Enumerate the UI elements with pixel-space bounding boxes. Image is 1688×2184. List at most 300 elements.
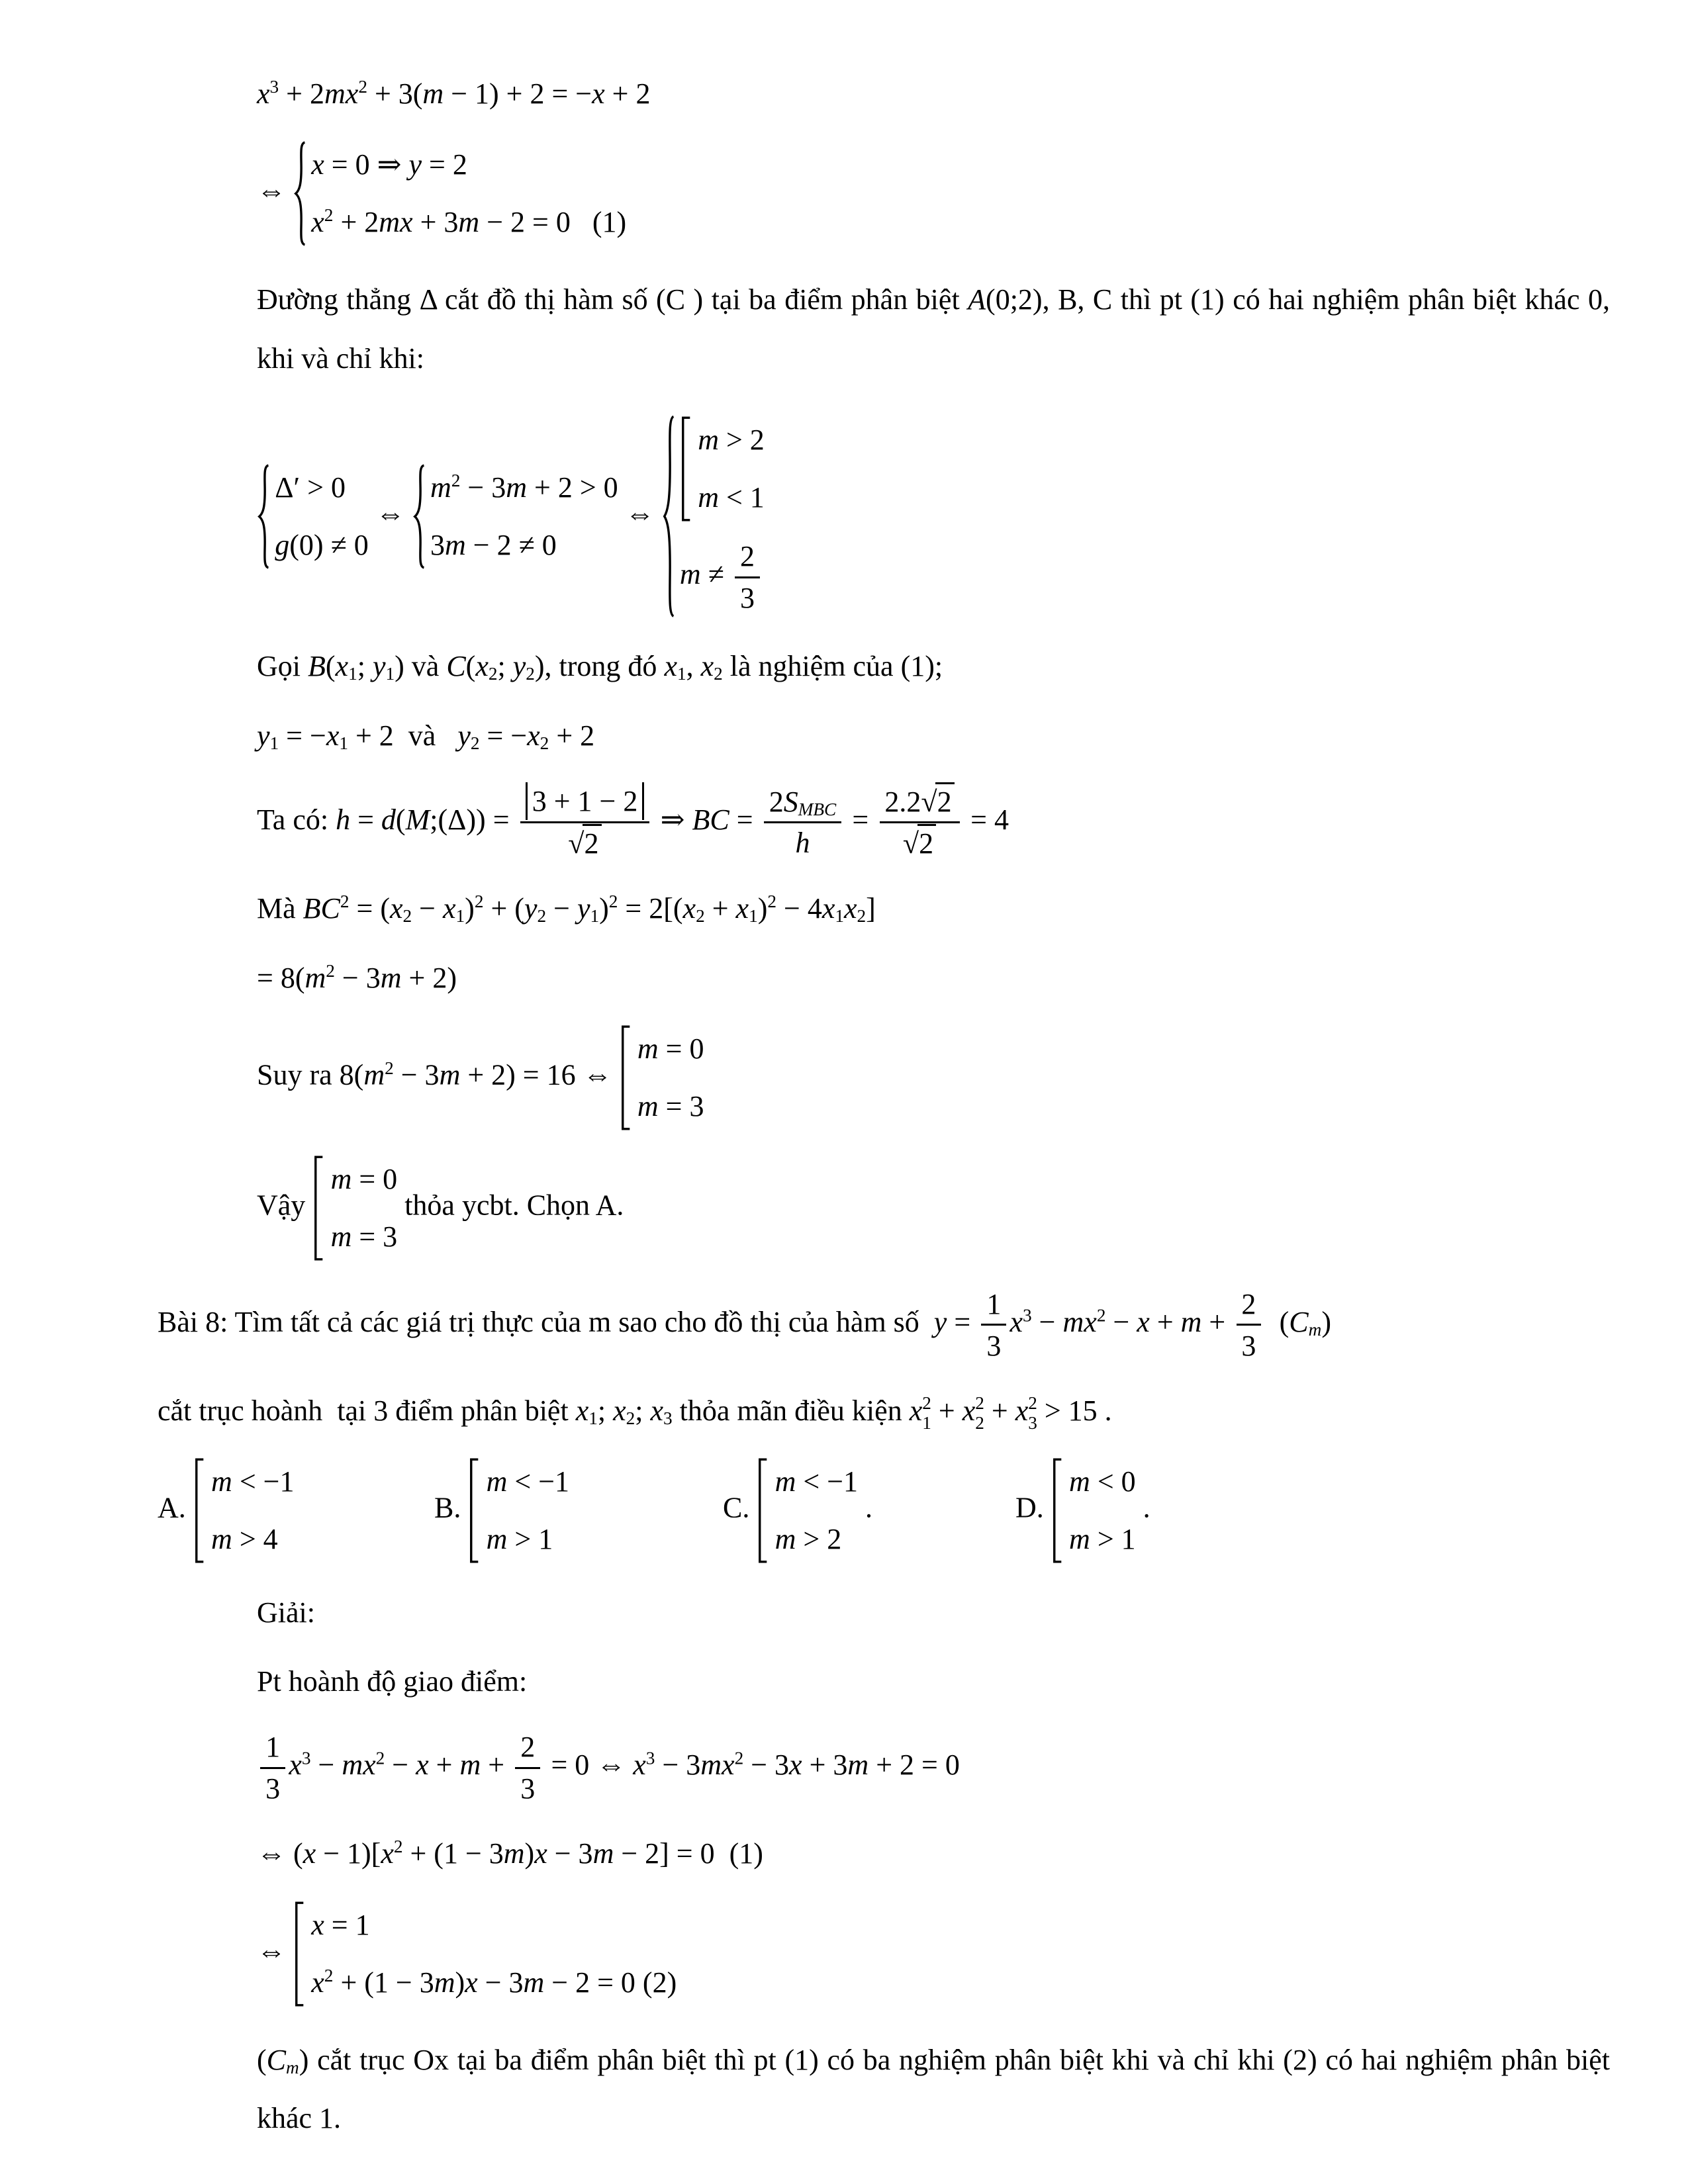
square-root xyxy=(568,827,602,860)
cases-group xyxy=(293,140,626,247)
rm-run: − xyxy=(412,892,443,925)
it-run: m xyxy=(305,961,326,994)
rm-run: là nghiệm của (1); xyxy=(722,650,943,683)
ssup-run: 2 xyxy=(1028,1393,1037,1414)
group-row xyxy=(1069,1518,1136,1561)
rm-run: ), trong đó xyxy=(534,650,665,683)
it-run: x xyxy=(527,719,540,752)
rm-run: − 1) + 2 = − xyxy=(444,77,592,110)
rm-run: + 3 xyxy=(412,206,459,239)
it-run: BC xyxy=(303,892,340,925)
radical-icon: √ xyxy=(568,827,585,860)
left-bracket-icon xyxy=(757,1457,771,1564)
bracket-group xyxy=(620,1024,704,1131)
sub-run: 2 xyxy=(470,733,480,753)
bracket-group xyxy=(312,1155,397,1261)
numerator xyxy=(515,1728,540,1769)
rm-run: A. xyxy=(158,1491,193,1524)
left-bracket-icon xyxy=(193,1457,207,1564)
sup-run: 2 xyxy=(358,77,367,97)
left-bracket-icon xyxy=(1051,1457,1065,1564)
rm-run: − xyxy=(310,1749,342,1782)
rm-run: ] xyxy=(866,892,876,925)
rm-run: − xyxy=(546,892,577,925)
it-run: d xyxy=(381,803,396,836)
group-row xyxy=(698,419,765,461)
rm-run: 2 xyxy=(1241,1287,1256,1320)
rm-run: ) xyxy=(1321,1305,1331,1338)
rm-run: . xyxy=(858,1491,873,1524)
rm-run: + xyxy=(1201,1305,1233,1338)
sub-run: 2 xyxy=(696,906,705,927)
rm-run: > 1 xyxy=(507,1522,553,1555)
rm-run: > 4 xyxy=(232,1522,278,1555)
rm-run: ⇔ xyxy=(618,497,662,530)
it-run: x xyxy=(311,206,324,239)
rm-run: + 2 > 0 xyxy=(527,471,618,504)
rm-run: + 2 xyxy=(333,206,379,239)
rm-run: ) xyxy=(465,892,475,925)
sub-run: 1 xyxy=(677,664,686,684)
rm-run: − 2] = 0 (1) xyxy=(614,1837,763,1870)
rm-run: ; xyxy=(357,650,373,683)
sub-run: 1 xyxy=(588,1408,598,1428)
group-rows xyxy=(275,463,368,570)
it-run: m xyxy=(486,1465,508,1498)
it-run: mx xyxy=(700,1749,735,1782)
rm-run: − 3 xyxy=(393,1058,440,1091)
rm-run: > 15 . xyxy=(1037,1394,1112,1427)
line-equals-8 xyxy=(257,956,1610,1001)
rm-run: < 1 xyxy=(718,481,765,514)
rm-run: thỏa ycbt. Chọn A. xyxy=(397,1189,624,1222)
sup-sub-stack xyxy=(922,1394,931,1433)
rm-run: = 0 ⇒ xyxy=(324,148,409,181)
group-rows xyxy=(680,412,765,620)
left-bracket-icon xyxy=(680,416,694,522)
it-run: m xyxy=(592,1837,614,1870)
problem-8-condition xyxy=(158,1388,1610,1433)
denominator xyxy=(260,1769,285,1808)
it-run: mx xyxy=(342,1749,376,1782)
sub-run: 3 xyxy=(663,1408,673,1428)
denominator xyxy=(515,1769,540,1808)
rm-run: + ( xyxy=(483,892,524,925)
answer-options-row xyxy=(158,1457,1610,1564)
group-row xyxy=(430,524,557,567)
heading-giai: Giải: xyxy=(257,1596,315,1629)
paragraph-line-delta xyxy=(257,271,1617,388)
option-b xyxy=(434,1457,723,1564)
rm-run: < −1 xyxy=(796,1465,859,1498)
rm-run: − 4 xyxy=(776,892,822,925)
sub-run: 2 xyxy=(488,664,498,684)
cases-group xyxy=(257,463,369,570)
rm-run: 2 xyxy=(919,827,934,860)
it-run: x xyxy=(443,892,456,925)
sub-run: 2 xyxy=(537,906,547,927)
rm-run: − 3 xyxy=(334,961,381,994)
it-run: m xyxy=(422,77,444,110)
rm-run: + xyxy=(481,1749,512,1782)
it-run: x xyxy=(465,1966,478,1999)
radical-icon: √ xyxy=(902,827,919,860)
problem-8-statement xyxy=(158,1285,1610,1365)
it-run: x xyxy=(789,1749,802,1782)
it-run: mx xyxy=(1062,1305,1097,1338)
it-run: m xyxy=(698,481,719,514)
it-run: x xyxy=(664,650,677,683)
it-run: m xyxy=(444,528,466,561)
rm-run: 2 xyxy=(769,785,784,818)
it-run: m xyxy=(523,1966,545,1999)
sub-run: 1 xyxy=(385,664,395,684)
sup-run: 2 xyxy=(326,960,335,981)
group-rows xyxy=(487,1457,569,1564)
rm-run: = 3 xyxy=(352,1220,398,1253)
left-brace-icon xyxy=(293,140,307,247)
rm-run: + 3 xyxy=(802,1749,848,1782)
fraction xyxy=(515,1728,540,1807)
it-run: m xyxy=(486,1522,508,1555)
rm-run: = 0 xyxy=(658,1032,704,1066)
fraction xyxy=(520,782,650,862)
it-run: x xyxy=(682,892,696,925)
left-brace-icon xyxy=(257,463,271,570)
numerator xyxy=(1237,1285,1262,1326)
it-run: h xyxy=(795,827,810,860)
rm-run: − 1)[ xyxy=(316,1837,381,1870)
sup-run: 2 xyxy=(340,891,350,912)
rm-run: + xyxy=(931,1394,962,1427)
denominator xyxy=(735,578,760,617)
rm-run: − 3 xyxy=(655,1749,701,1782)
rm-run: D. xyxy=(1015,1491,1051,1524)
sub-run: MBC xyxy=(798,799,837,819)
fraction xyxy=(735,537,760,617)
ssup-run: 2 xyxy=(975,1393,984,1414)
ssub-run: 2 xyxy=(975,1412,984,1433)
rm-run: + 3( xyxy=(367,77,423,110)
numerator xyxy=(520,782,650,823)
sub-run: 1 xyxy=(590,906,600,927)
rm-run: cắt trục hoành tại 3 điểm phân biệt xyxy=(158,1394,576,1427)
sup-run: 2 xyxy=(474,891,484,912)
it-run: m xyxy=(847,1749,869,1782)
group-row xyxy=(637,1028,704,1070)
sub-run: 1 xyxy=(835,906,844,927)
sub-run: 2 xyxy=(626,1408,635,1428)
left-brace-icon xyxy=(412,463,426,570)
it-run: mx xyxy=(379,206,413,239)
ssub-run: 1 xyxy=(922,1412,931,1433)
rm-run: ( xyxy=(465,650,476,683)
group-row xyxy=(275,467,346,509)
it-run: x xyxy=(416,1749,429,1782)
group-row xyxy=(311,1904,369,1946)
it-run: x xyxy=(962,1394,976,1427)
it-run: m xyxy=(459,1749,481,1782)
group-row xyxy=(331,1158,398,1201)
sup-run: 2 xyxy=(324,205,334,226)
rm-run: ; xyxy=(597,1394,614,1427)
it-run: m xyxy=(637,1089,659,1122)
rm-run: Δ′ > 0 xyxy=(275,471,346,504)
rm-run: = xyxy=(729,803,761,836)
rm-run: Vậy xyxy=(257,1189,313,1222)
rm-run: − 2 = 0 (2) xyxy=(544,1966,677,1999)
paragraph-cm-conclusion xyxy=(257,2031,1617,2149)
group-rows xyxy=(311,140,626,247)
rm-run: ⇒ xyxy=(653,803,692,836)
ssub-run: 3 xyxy=(1028,1412,1037,1433)
rm-run: Gọi xyxy=(257,650,308,683)
rm-run: = xyxy=(947,1305,978,1338)
group-row xyxy=(311,1962,677,2004)
rm-run: ⇔ xyxy=(257,1934,293,1968)
rm-run: 3 xyxy=(1241,1329,1256,1362)
rm-run: ) cắt trục Ox tại ba điểm phân biệt thì pt (1) có ba nghiệm phân biệt khi và chỉ khi (2) có hai nghiệm phân biệt khác 1. xyxy=(257,2043,1617,2135)
sup-run: 3 xyxy=(645,1748,655,1768)
rm-run: = 8( xyxy=(257,961,305,994)
it-run: y xyxy=(577,892,590,925)
group-row xyxy=(698,477,765,519)
group-row xyxy=(775,1461,858,1503)
group-rows xyxy=(331,1155,398,1261)
it-run: x xyxy=(311,148,324,181)
line-vay-conclusion xyxy=(257,1155,1610,1261)
it-run: x xyxy=(735,892,749,925)
rm-run: Đường thẳng Δ cắt đồ thị hàm số (C ) tại ba điểm phân biệt xyxy=(257,283,968,316)
group-rows xyxy=(430,463,618,570)
left-bracket-icon xyxy=(468,1457,482,1564)
rm-run: (0;2), B, C thì pt (1) có hai nghiệm phân biệt khác 0, khi và chỉ khi: xyxy=(257,283,1617,375)
rm-run: = − xyxy=(279,719,326,752)
it-run: x xyxy=(1009,1305,1023,1338)
it-run: y xyxy=(372,650,386,683)
square-root xyxy=(903,827,937,860)
rm-run: . xyxy=(1135,1491,1150,1524)
it-run: S xyxy=(783,785,798,818)
rm-run: C. xyxy=(723,1491,757,1524)
group-row xyxy=(680,416,765,522)
it-run: y xyxy=(524,892,538,925)
bracket-group xyxy=(757,1457,858,1564)
it-run: m xyxy=(380,961,402,994)
left-brace-icon xyxy=(662,412,676,620)
it-run: x xyxy=(390,892,403,925)
square-root xyxy=(921,786,955,818)
sup-run: 2 xyxy=(451,471,461,491)
sup-sub-stack xyxy=(1028,1394,1037,1433)
rm-run: + xyxy=(428,1749,460,1782)
group-row xyxy=(775,1518,842,1561)
numerator xyxy=(764,783,841,824)
it-run: m xyxy=(637,1032,659,1066)
sup-run: 2 xyxy=(734,1748,744,1768)
rm-run: ; xyxy=(497,650,513,683)
rm-run: 2 xyxy=(584,827,599,860)
it-run: C xyxy=(446,650,466,683)
rm-run: = xyxy=(845,803,876,836)
rm-run: = 2[( xyxy=(618,892,683,925)
cases-group xyxy=(662,412,765,620)
line-y1-y2 xyxy=(257,713,1610,758)
numerator xyxy=(735,537,760,578)
it-run: x xyxy=(289,1749,302,1782)
it-run: m xyxy=(1069,1465,1090,1498)
option-c xyxy=(723,1457,1015,1564)
group-row xyxy=(637,1085,704,1128)
it-run: mx xyxy=(324,77,359,110)
left-bracket-icon xyxy=(312,1155,326,1261)
group-rows xyxy=(211,1457,294,1564)
it-run: m xyxy=(1069,1522,1090,1555)
denominator xyxy=(563,823,606,862)
left-bracket-icon xyxy=(293,1901,307,2007)
ssup-run: 2 xyxy=(922,1393,931,1414)
equation-factored xyxy=(257,1831,1610,1876)
rm-run: ( xyxy=(257,2043,267,2076)
line-ta-co-distance xyxy=(257,782,1610,863)
group-rows xyxy=(698,416,765,522)
fraction xyxy=(260,1728,285,1807)
it-run: x xyxy=(303,1837,316,1870)
it-run: x xyxy=(575,1394,589,1427)
rm-run: ⇔ xyxy=(368,497,412,530)
rm-run: + 2 và xyxy=(348,719,458,752)
it-run: A xyxy=(968,283,986,316)
rm-run: < −1 xyxy=(507,1465,570,1498)
it-run: x xyxy=(311,1908,324,1941)
heading-pt-hoanh-do: Pt hoành độ giao điểm: xyxy=(257,1665,528,1698)
it-run: x xyxy=(534,1837,547,1870)
rm-run: ) xyxy=(599,892,609,925)
rm-run: 3 xyxy=(430,528,445,561)
rm-run: ⇔ xyxy=(257,174,293,207)
group-row xyxy=(487,1518,553,1561)
rm-run: = 0 xyxy=(352,1163,398,1196)
equation-cubic-line xyxy=(257,71,1610,116)
rm-run: + xyxy=(704,892,736,925)
rm-run: − 2 ≠ 0 xyxy=(465,528,557,561)
sub-run: 1 xyxy=(348,664,357,684)
group-rows xyxy=(1069,1457,1136,1564)
bracket-group xyxy=(293,1901,677,2007)
rm-run: = 0 ⇔ xyxy=(543,1749,633,1782)
equation-equivalent-cases xyxy=(257,140,1610,247)
sub-run: 1 xyxy=(339,733,348,753)
group-row xyxy=(680,537,763,617)
rm-run: − 3 xyxy=(743,1749,790,1782)
group-row xyxy=(275,524,368,567)
bracket-group xyxy=(680,416,765,522)
line-goi-bc xyxy=(257,644,1610,689)
denominator xyxy=(790,823,816,862)
rm-run: ( xyxy=(395,803,406,836)
fraction xyxy=(764,783,841,862)
rm-run: ) xyxy=(524,1837,535,1870)
group-rows xyxy=(775,1457,858,1564)
cases-group xyxy=(412,463,618,570)
group-row xyxy=(331,1216,398,1258)
rm-run: 1 xyxy=(986,1287,1002,1320)
rm-run: > 2 xyxy=(796,1522,842,1555)
it-run: m xyxy=(330,1163,352,1196)
group-row xyxy=(211,1518,278,1561)
equation-root-cases xyxy=(257,1901,1610,2007)
bracket-group xyxy=(1051,1457,1136,1564)
it-run: x xyxy=(613,1394,626,1427)
rm-run: − 2 = 0 (1) xyxy=(479,206,627,239)
rm-run: 2 xyxy=(520,1731,536,1764)
group-row xyxy=(487,1461,569,1503)
fraction xyxy=(981,1285,1006,1365)
it-run: x xyxy=(1137,1305,1150,1338)
rm-run: 3 xyxy=(986,1329,1002,1362)
rm-run: = 1 xyxy=(324,1908,370,1941)
it-run: m xyxy=(503,1837,525,1870)
it-run: B xyxy=(308,650,326,683)
rm-run: + 2 xyxy=(279,77,324,110)
denominator xyxy=(1237,1326,1262,1365)
it-run: x xyxy=(311,1966,324,1999)
sup-run: 3 xyxy=(269,77,279,97)
it-run: x xyxy=(844,892,857,925)
it-run: x xyxy=(326,719,340,752)
rm-run: + (1 − 3 xyxy=(402,1837,504,1870)
sub-run: 2 xyxy=(526,664,535,684)
rm-run: = 3 xyxy=(658,1089,704,1122)
rm-run: (0) ≠ 0 xyxy=(289,528,369,561)
rm-run: − 3 xyxy=(460,471,506,504)
it-run: y xyxy=(457,719,471,752)
denominator xyxy=(981,1326,1006,1365)
rm-run: ) và xyxy=(395,650,447,683)
it-run: x xyxy=(592,77,605,110)
bracket-group xyxy=(468,1457,569,1564)
rm-run: − xyxy=(385,1749,416,1782)
fraction xyxy=(880,782,960,863)
rm-run: ≠ xyxy=(700,558,731,591)
rm-run: > 1 xyxy=(1090,1522,1136,1555)
sub-run: m xyxy=(286,2057,299,2077)
bracket-group xyxy=(193,1457,295,1564)
rm-run: − 3 xyxy=(547,1837,593,1870)
rm-run: − xyxy=(1105,1305,1137,1338)
sup-run: 2 xyxy=(767,891,776,912)
rm-run: thỏa mãn điều kiện xyxy=(672,1394,910,1427)
it-run: x xyxy=(475,650,489,683)
line-ma-bc-squared xyxy=(257,886,1610,931)
it-run: m xyxy=(1180,1305,1202,1338)
sub-run: 1 xyxy=(455,906,465,927)
rm-run: − xyxy=(1031,1305,1063,1338)
rm-run: = ( xyxy=(349,892,390,925)
rm-run: ; xyxy=(635,1394,651,1427)
it-run: g xyxy=(275,528,290,561)
it-run: h xyxy=(336,803,351,836)
rm-run: − 3 xyxy=(477,1966,524,1999)
radicand xyxy=(917,824,937,862)
rm-run: + xyxy=(984,1394,1015,1427)
rm-run: + 2 xyxy=(549,719,595,752)
numerator xyxy=(260,1728,285,1769)
radicand xyxy=(583,824,602,862)
sup-run: 2 xyxy=(324,1965,334,1985)
it-run: x xyxy=(335,650,349,683)
it-run: x xyxy=(821,892,835,925)
